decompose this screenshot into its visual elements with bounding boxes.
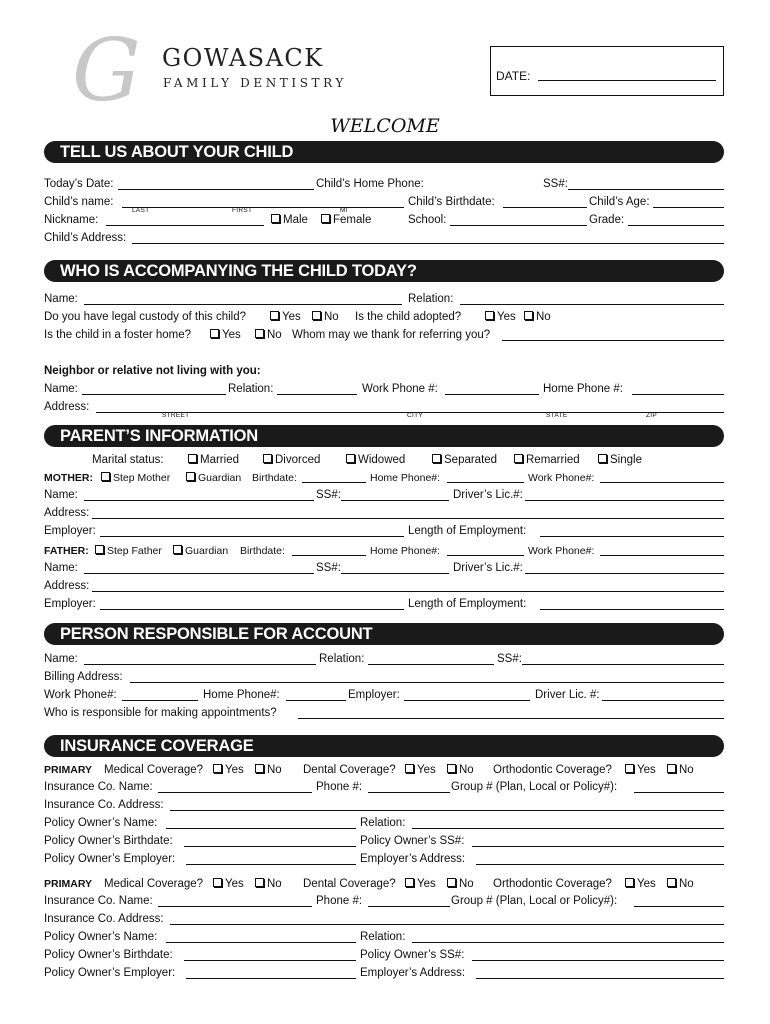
todays-date-label: Today’s Date: [44,178,114,190]
resp-driver-lic-label: Driver Lic. #: [535,689,600,701]
father-work-phone-field[interactable] [600,555,724,556]
mother-drivers-lic-label: Driver’s Lic.#: [453,489,523,501]
group-field[interactable] [634,792,724,793]
father-guardian-checkbox[interactable]: Guardian [173,545,228,558]
insurance-co-address-field[interactable] [170,810,724,811]
appointments-label: Who is responsible for making appointments? [44,707,277,719]
child-address-label: Child’s Address: [44,232,127,244]
policy-owner-employer-field-2[interactable] [186,978,356,979]
insurance-co-address-label: Insurance Co. Address: [44,799,164,811]
father-address-field[interactable] [92,591,724,592]
medical-yes-checkbox[interactable]: Yes [213,764,244,777]
policy-owner-ss-label-2: Policy Owner’s SS#: [360,949,465,961]
ortho-yes-checkbox-2[interactable]: Yes [625,878,656,891]
school-field[interactable] [450,225,587,226]
custody-no-checkbox[interactable]: No [312,311,339,324]
resp-name-label: Name: [44,653,78,665]
section-accompany-header [44,260,724,282]
insurance-phone-label-2: Phone #: [316,895,363,907]
checkbox-icon [271,214,280,223]
checkbox-icon [667,764,676,773]
checkbox-icon [186,472,195,481]
dental-coverage-label: Dental Coverage? [303,764,396,776]
checkbox-icon [667,878,676,887]
mother-name-label: Name: [44,489,78,501]
neighbor-address-label: Address: [44,401,90,413]
insurance-co-address-field-2[interactable] [170,924,724,925]
todays-date-field[interactable] [118,189,314,190]
resp-driver-lic-field[interactable] [602,700,724,701]
ortho-coverage-label: Orthodontic Coverage? [493,764,612,776]
welcome-heading: WELCOME [330,115,440,137]
mother-ss-label: SS#: [316,489,341,501]
father-length-label: Length of Employment: [408,598,527,610]
mother-home-phone-field[interactable] [447,482,524,483]
insurance-co-name-field-2[interactable] [158,906,312,907]
divorced-checkbox[interactable]: Divorced [263,454,320,467]
step-father-checkbox[interactable]: Step Father [95,545,162,558]
insurance-phone-field-2[interactable] [368,906,450,907]
policy-owner-name-label-2: Policy Owner’s Name: [44,931,158,943]
referring-question: Whom may we thank for referring you? [292,329,491,341]
resp-name-field[interactable] [84,664,316,665]
resp-relation-field[interactable] [368,664,494,665]
checkbox-icon [514,454,523,463]
medical-no-checkbox[interactable]: No [255,764,282,777]
checkbox-icon [213,878,222,887]
mother-birthdate-label: Birthdate: [252,472,297,484]
billing-address-label: Billing Address: [44,671,123,683]
grade-field[interactable] [628,225,724,226]
foster-yes-checkbox[interactable]: Yes [210,329,241,342]
mother-name-field[interactable] [84,500,314,501]
school-label: School: [408,214,447,226]
section-title: PARENT’S INFORMATION [60,427,258,445]
ortho-no-checkbox-2[interactable]: No [667,878,694,891]
ss-label: SS#: [543,178,568,190]
foster-no-checkbox[interactable]: No [255,329,282,342]
dental-yes-checkbox[interactable]: Yes [405,764,436,777]
father-name-field[interactable] [84,573,314,574]
checkbox-icon [255,878,264,887]
father-ss-label: SS#: [316,562,341,574]
policy-relation-label: Relation: [360,817,406,829]
mother-label: MOTHER: [44,472,93,484]
adopted-yes-checkbox[interactable]: Yes [485,311,516,324]
father-birthdate-field[interactable] [292,555,366,556]
policy-owner-name-field[interactable] [166,828,356,829]
checkbox-icon [173,545,182,554]
mi-caption: MI [340,207,348,214]
employer-address-label-2: Employer’s Address: [360,967,466,979]
neighbor-name-label: Name: [44,383,78,395]
checkbox-icon [405,878,414,887]
father-work-phone-label: Work Phone#: [528,545,595,557]
medical-yes-checkbox-2[interactable]: Yes [213,878,244,891]
checkbox-icon [270,311,279,320]
section-child-header [44,141,724,163]
child-name-label: Child’s name: [44,196,114,208]
last-caption: LAST [132,207,150,214]
widowed-checkbox[interactable]: Widowed [346,454,405,467]
mother-length-field[interactable] [540,536,724,537]
father-employer-field[interactable] [100,609,404,610]
section-insurance-header [44,735,724,757]
birthdate-label: Child’s Birthdate: [408,196,495,208]
father-address-label: Address: [44,580,90,592]
insurance-co-name-field[interactable] [158,792,312,793]
checkbox-icon [210,329,219,338]
dental-coverage-label-2: Dental Coverage? [303,878,396,890]
policy-owner-name-field-2[interactable] [166,942,356,943]
neighbor-heading: Neighbor or relative not living with you: [44,365,261,377]
medical-coverage-label: Medical Coverage? [104,764,204,776]
section-title: WHO IS ACCOMPANYING THE CHILD TODAY? [60,262,417,280]
checkbox-icon [213,764,222,773]
married-checkbox[interactable]: Married [188,454,239,467]
checkbox-icon [255,764,264,773]
female-checkbox[interactable]: Female [321,214,371,227]
father-employer-label: Employer: [44,598,96,610]
checkbox-icon [598,454,607,463]
neighbor-name-field[interactable] [82,394,226,395]
section-account-header [44,623,724,645]
brand-subtitle: FAMILY DENTISTRY [163,76,347,90]
policy-owner-ss-field[interactable] [472,846,724,847]
date-field[interactable] [538,80,716,81]
acc-relation-label: Relation: [408,293,454,305]
mother-guardian-checkbox[interactable]: Guardian [186,472,241,485]
mother-length-label: Length of Employment: [408,525,527,537]
father-name-label: Name: [44,562,78,574]
checkbox-icon [405,764,414,773]
insurance-co-name-label: Insurance Co. Name: [44,781,153,793]
dental-no-checkbox-2[interactable]: No [447,878,474,891]
child-name-field[interactable] [122,207,404,208]
group-field-2[interactable] [634,906,724,907]
age-field[interactable] [653,207,724,208]
state-caption: STATE [546,412,568,419]
policy-owner-birthdate-label: Policy Owner’s Birthdate: [44,835,173,847]
father-home-phone-field[interactable] [447,555,524,556]
checkbox-icon [485,311,494,320]
resp-work-phone-field[interactable] [122,700,198,701]
resp-employer-field[interactable] [404,700,530,701]
insurance-phone-field[interactable] [368,792,450,793]
mother-work-phone-field[interactable] [600,482,724,483]
checkbox-icon [625,764,634,773]
checkbox-icon [188,454,197,463]
mother-address-label: Address: [44,507,90,519]
resp-home-phone-label: Home Phone#: [203,689,280,701]
home-phone-label: Child’s Home Phone: [316,178,424,190]
checkbox-icon [432,454,441,463]
father-drivers-lic-label: Driver’s Lic.#: [453,562,523,574]
resp-home-phone-field[interactable] [286,700,346,701]
employer-address-field-2[interactable] [476,978,724,979]
father-label: FATHER: [44,545,89,557]
medical-coverage-label-2: Medical Coverage? [104,878,204,890]
nickname-field[interactable] [106,225,264,226]
neighbor-work-phone-field[interactable] [445,394,539,395]
section-title: PERSON RESPONSIBLE FOR ACCOUNT [60,625,373,643]
section-title: TELL US ABOUT YOUR CHILD [60,143,294,161]
city-caption: CITY [407,412,424,419]
resp-ss-label: SS#: [497,653,522,665]
policy-relation-field-2[interactable] [412,942,724,943]
father-drivers-lic-field[interactable] [525,573,724,574]
neighbor-work-phone-label: Work Phone #: [362,383,438,395]
ortho-no-checkbox[interactable]: No [667,764,694,777]
mother-work-phone-label: Work Phone#: [528,472,595,484]
ortho-coverage-label-2: Orthodontic Coverage? [493,878,612,890]
acc-relation-field[interactable] [460,304,724,305]
mother-drivers-lic-field[interactable] [525,500,724,501]
father-ss-field[interactable] [341,573,449,574]
birthdate-field[interactable] [503,207,587,208]
group-label-2: Group # (Plan, Local or Policy#): [451,895,618,907]
group-label: Group # (Plan, Local or Policy#): [451,781,618,793]
checkbox-icon [321,214,330,223]
checkbox-icon [95,545,104,554]
resp-employer-label: Employer: [348,689,400,701]
adopted-no-checkbox[interactable]: No [524,311,551,324]
street-caption: STREET [162,412,190,419]
first-caption: FIRST [232,207,253,214]
policy-relation-field[interactable] [412,828,724,829]
checkbox-icon [447,878,456,887]
checkbox-icon [524,311,533,320]
mother-employer-field[interactable] [100,536,404,537]
mother-home-phone-label: Home Phone#: [370,472,441,484]
insurance-phone-label: Phone #: [316,781,363,793]
employer-address-field[interactable] [476,864,724,865]
policy-owner-employer-label-2: Policy Owner’s Employer: [44,967,176,979]
appointments-field[interactable] [298,718,724,719]
age-label: Child’s Age: [589,196,650,208]
checkbox-icon [101,472,110,481]
primary-label: PRIMARY [44,764,93,776]
remarried-checkbox[interactable]: Remarried [514,454,580,467]
step-mother-checkbox[interactable]: Step Mother [101,472,170,485]
policy-owner-birthdate-field-2[interactable] [184,960,356,961]
policy-owner-employer-field[interactable] [186,864,356,865]
dental-yes-checkbox-2[interactable]: Yes [405,878,436,891]
ortho-yes-checkbox[interactable]: Yes [625,764,656,777]
policy-owner-employer-label: Policy Owner’s Employer: [44,853,176,865]
policy-owner-ss-field-2[interactable] [472,960,724,961]
policy-owner-birthdate-label-2: Policy Owner’s Birthdate: [44,949,173,961]
logo-icon: G [72,21,141,121]
policy-owner-ss-label: Policy Owner’s SS#: [360,835,465,847]
resp-work-phone-label: Work Phone#: [44,689,117,701]
neighbor-home-phone-field[interactable] [632,394,724,395]
neighbor-home-phone-label: Home Phone #: [543,383,623,395]
checkbox-icon [346,454,355,463]
policy-owner-name-label: Policy Owner’s Name: [44,817,158,829]
checkbox-icon [447,764,456,773]
grade-label: Grade: [589,214,625,226]
checkbox-icon [312,311,321,320]
acc-name-field[interactable] [84,304,402,305]
checkbox-icon [263,454,272,463]
checkbox-icon [255,329,264,338]
nickname-label: Nickname: [44,214,99,226]
ss-field[interactable] [568,189,724,190]
father-length-field[interactable] [540,609,724,610]
mother-employer-label: Employer: [44,525,96,537]
insurance-co-name-label-2: Insurance Co. Name: [44,895,153,907]
father-birthdate-label: Birthdate: [240,545,285,557]
section-title: INSURANCE COVERAGE [60,737,254,755]
neighbor-relation-label: Relation: [228,383,274,395]
adopted-question: Is the child adopted? [355,311,462,323]
section-parent-header [44,425,724,447]
resp-relation-label: Relation: [319,653,365,665]
dental-no-checkbox[interactable]: No [447,764,474,777]
child-address-field[interactable] [132,243,724,244]
custody-yes-checkbox[interactable]: Yes [270,311,301,324]
marital-label: Marital status: [92,454,164,466]
policy-owner-birthdate-field[interactable] [184,846,356,847]
mother-ss-field[interactable] [341,500,449,501]
zip-caption: ZIP [646,412,658,419]
father-home-phone-label: Home Phone#: [370,545,441,557]
mother-address-field[interactable] [92,518,724,519]
single-checkbox[interactable]: Single [598,454,642,467]
mother-birthdate-field[interactable] [302,482,366,483]
custody-question: Do you have legal custody of this child? [44,311,247,323]
policy-relation-label-2: Relation: [360,931,406,943]
medical-no-checkbox-2[interactable]: No [255,878,282,891]
foster-question: Is the child in a foster home? [44,329,192,341]
date-label: DATE: [496,69,531,83]
neighbor-relation-field[interactable] [277,394,357,395]
referring-field[interactable] [502,340,724,341]
primary-label-2: PRIMARY [44,878,93,890]
male-checkbox[interactable]: Male [271,214,308,227]
separated-checkbox[interactable]: Separated [432,454,497,467]
acc-name-label: Name: [44,293,78,305]
billing-address-field[interactable] [130,682,724,683]
employer-address-label: Employer’s Address: [360,853,466,865]
insurance-co-address-label-2: Insurance Co. Address: [44,913,164,925]
resp-ss-field[interactable] [522,664,724,665]
checkbox-icon [625,878,634,887]
brand-name: GOWASACK [162,44,324,72]
